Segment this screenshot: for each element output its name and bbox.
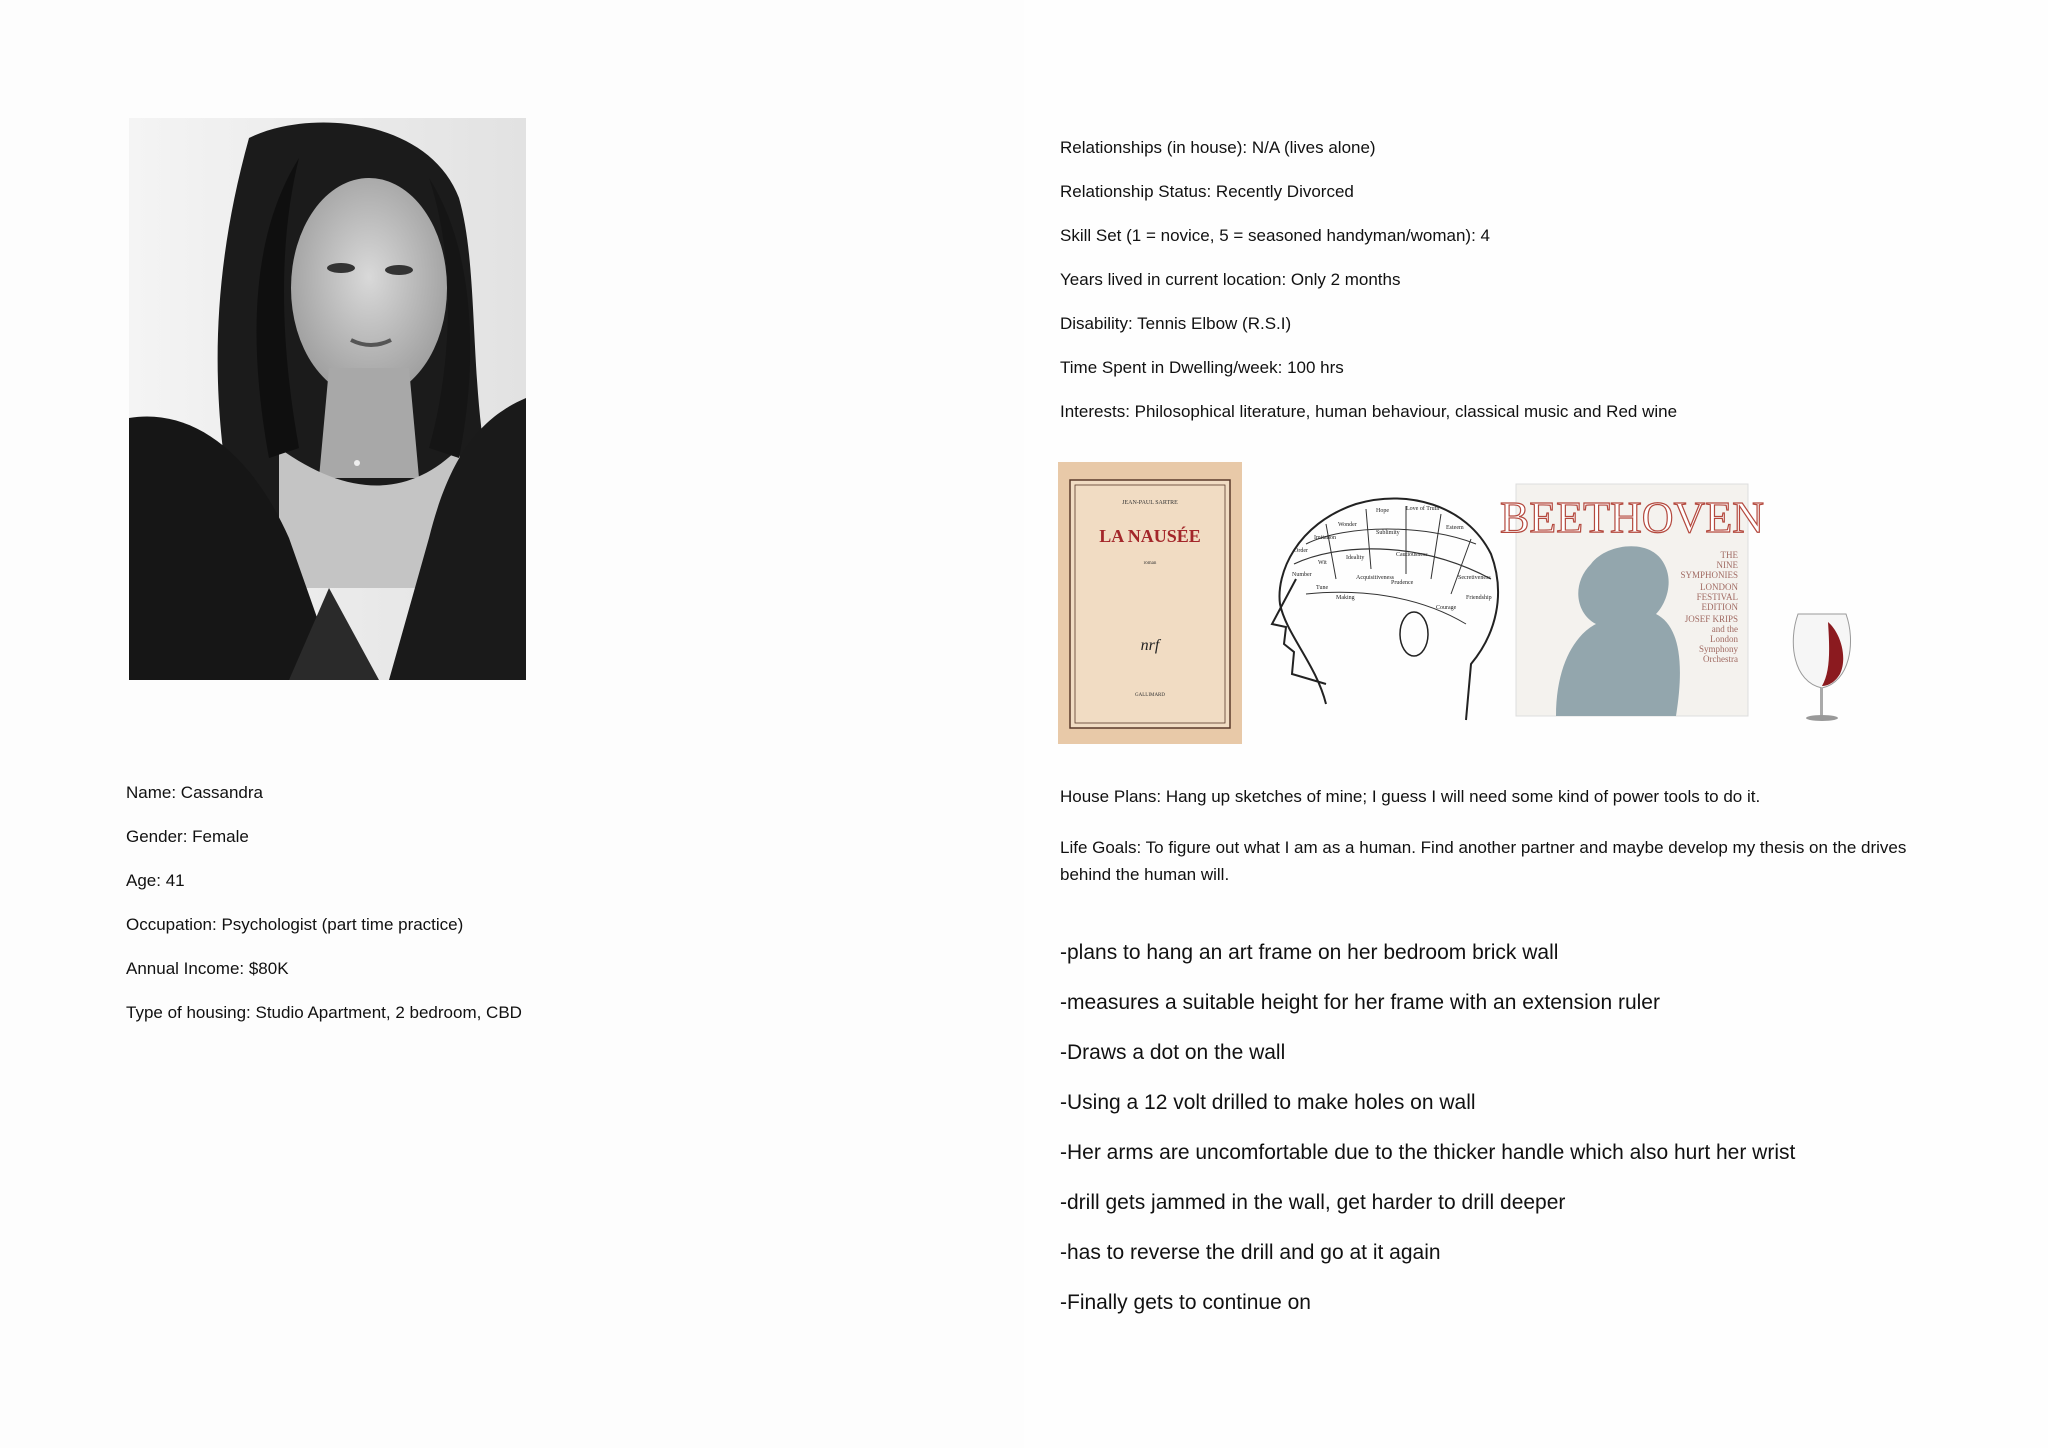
skill-set-field: Skill Set (1 = novice, 5 = seasoned handyman/woman): 4 [1060,226,1490,245]
phrenology-label: Wonder [1338,522,1357,528]
book-publisher: GALLIMARD [1135,693,1165,698]
life-goals-field: Life Goals: To figure out what I am as a human. Find another partner and maybe develop my thesis on the drives behind the human will. [1060,838,1907,884]
album-line: and the [1711,624,1738,634]
album-line: LONDON [1700,582,1738,592]
phrenology-label: Love of Truth [1406,506,1440,512]
phrenology-label: Prudence [1391,580,1414,586]
phrenology-label: Making [1336,595,1355,601]
album-line: Orchestra [1703,654,1738,664]
phrenology-head-image [1266,484,1506,720]
step-item: -Using a 12 volt drilled to make holes on wall [1060,1091,1476,1114]
detail-list [1060,138,1677,446]
step-item: -drill gets jammed in the wall, get harder to drill deeper [1060,1191,1566,1214]
book-genre: roman [1143,561,1157,566]
phrenology-label: Esteem [1446,525,1464,531]
phrenology-label: Number [1292,572,1312,578]
disability-field: Disability: Tennis Elbow (R.S.I) [1060,314,1292,333]
album-line: SYMPHONIES [1680,570,1738,580]
portrait-photo [129,118,526,680]
beethoven-album-image [1500,484,1764,716]
occupation-field: Occupation: Psychologist (part time practice) [126,915,464,934]
wine-glass-image [1778,612,1868,722]
phrenology-label: Ideality [1346,555,1365,561]
step-item: -plans to hang an art frame on her bedroom brick wall [1060,941,1559,964]
step-item: -measures a suitable height for her frame with an extension ruler [1060,991,1660,1014]
phrenology-label: Hope [1376,508,1389,514]
age-field: Age: 41 [126,871,185,890]
profile-list [126,783,522,1047]
income-field: Annual Income: $80K [126,959,289,978]
step-item: -Draws a dot on the wall [1060,1041,1286,1064]
step-item: -has to reverse the drill and go at it again [1060,1241,1441,1264]
book-cover-image [1058,462,1242,744]
phrenology-label: Courage [1436,605,1457,611]
phrenology-label: Sublimity [1376,530,1400,536]
phrenology-label: Friendship [1466,595,1492,601]
housing-field: Type of housing: Studio Apartment, 2 bedroom, CBD [126,1003,522,1022]
album-line: JOSEF KRIPS [1684,614,1738,624]
interests-field: Interests: Philosophical literature, human behaviour, classical music and Red wine [1060,402,1678,421]
gender-field: Gender: Female [126,827,249,846]
album-line: London [1710,634,1738,644]
plans-section [1060,783,1960,912]
album-line: THE [1720,550,1738,560]
relationships-field: Relationships (in house): N/A (lives alone) [1060,138,1376,157]
book-logo: nrf [1140,637,1160,654]
step-item: -Finally gets to continue on [1060,1291,1311,1314]
book-author: JEAN-PAUL SARTRE [1122,500,1178,506]
phrenology-label: Cautiousness [1396,552,1428,558]
phrenology-label: Order [1294,548,1308,554]
relationship-status-field: Relationship Status: Recently Divorced [1060,182,1354,201]
time-spent-field: Time Spent in Dwelling/week: 100 hrs [1060,358,1344,377]
album-line: Symphony [1698,644,1738,654]
album-line: NINE [1716,560,1738,570]
house-plans-field: House Plans: Hang up sketches of mine; I guess I will need some kind of power tools to do it. [1060,787,1761,806]
phrenology-label: Imitation [1314,535,1336,541]
interests-images [1058,462,1888,744]
years-lived-field: Years lived in current location: Only 2 months [1060,270,1401,289]
phrenology-label: Secretiveness [1458,575,1491,581]
name-field: Name: Cassandra [126,783,264,802]
book-title: LA NAUSÉE [1099,526,1201,546]
album-title: BEETHOVEN [1500,493,1764,542]
step-item: -Her arms are uncomfortable due to the thicker handle which also hurt her wrist [1060,1141,1796,1164]
phrenology-label: Acquisitiveness [1356,575,1394,581]
phrenology-label: Wit [1318,560,1327,566]
album-line: EDITION [1701,602,1738,612]
scenario-steps [1060,940,1795,1340]
album-line: FESTIVAL [1696,592,1738,602]
phrenology-label: Tune [1316,585,1329,591]
